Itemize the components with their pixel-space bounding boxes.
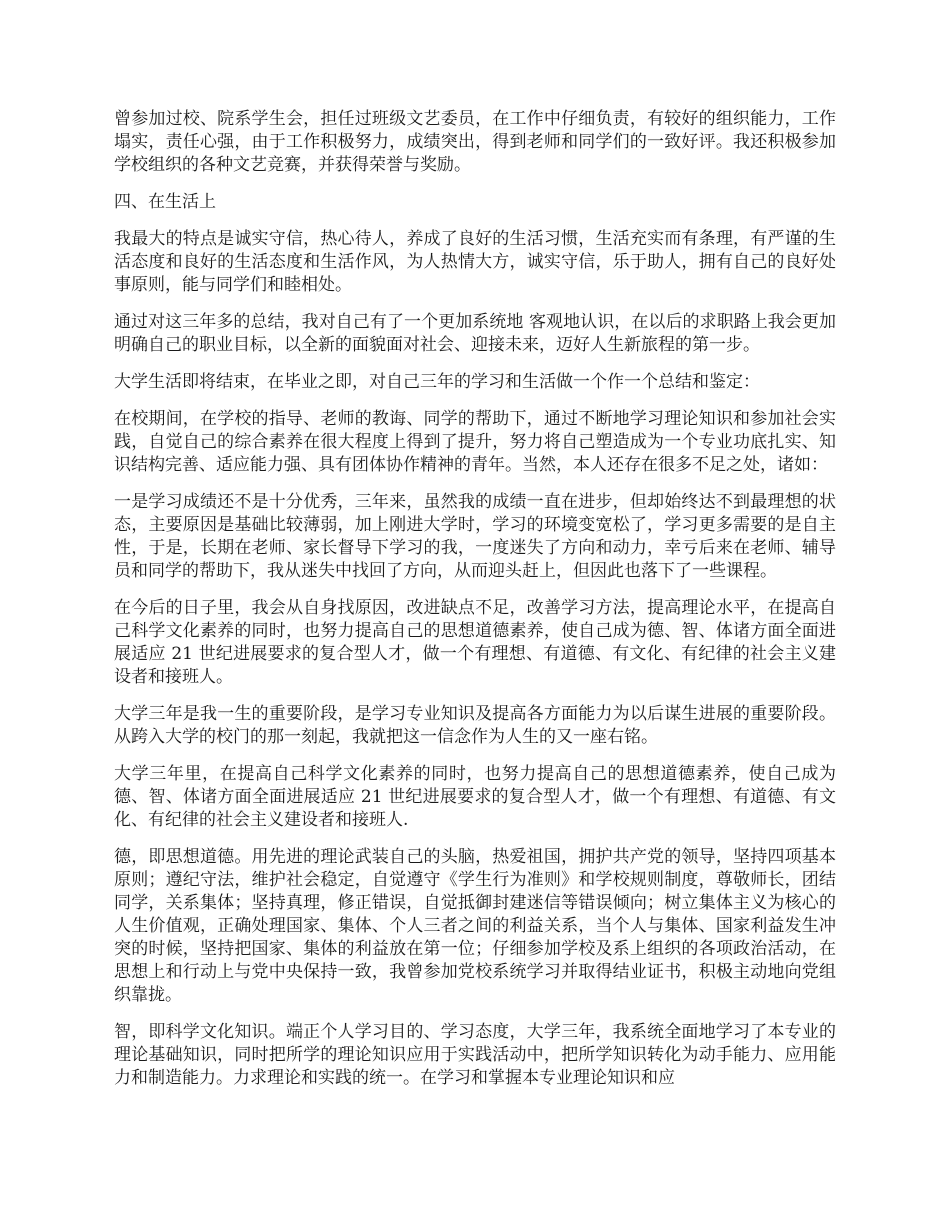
paragraph-future-plans: 在今后的日子里，我会从自身找原因，改进缺点不足，改善学习方法，提高理论水平，在提高自己科学文化素养的同时，也努力提高自己的思想道德素养，使自己成为德、智、体诸方面全面进展适应 21 世纪进展要求的复合型人才，做一个有理想、有道德、有文化、有纪律的社会主义建设者和接班人。 (114, 598, 836, 687)
document-body (114, 108, 836, 1104)
paragraph-morality: 德，即思想道德。用先进的理论武装自己的头脑，热爱祖国，拥护共产党的领导，坚持四项基本原则；遵纪守法，维护社会稳定，自觉遵守《学生行为准则》和学校规则制度，尊敬师长，团结同学，关系集体；坚持真理，修正错误，自觉抵御封建迷信等错误倾向；树立集体主义为核心的人生价值观，正确处理国家、集体、个人三者之间的利益关系，当个人与集体、国家利益发生冲突的时候，坚持把国家、集体的利益放在第一位；仔细参加学校及系上组织的各项政治活动，在思想上和行动上与党中央保持一致，我曾参加党校系统学习并取得结业证书，积极主动地向党组织靠拢。 (114, 847, 836, 1005)
section-heading-life: 四、在生活上 (114, 192, 216, 212)
paragraph-honesty: 我最大的特点是诚实守信，热心待人，养成了良好的生活习惯，生活充实而有条理，有严谨的生活态度和良好的生活态度和生活作风，为人热情大方，诚实守信，乐于助人，拥有自己的良好处事原则，能与同学们和睦相处。 (114, 229, 836, 295)
paragraph-shortcomings: 一是学习成绩还不是十分优秀，三年来，虽然我的成绩一直在进步，但却始终达不到最理想的状态，主要原因是基础比较薄弱，加上刚进大学时，学习的环境变宽松了，学习更多需要的是自主性，于是，长期在老师、家长督导下学习的我，一度迷失了方向和动力，幸亏后来在老师、辅导员和同学的帮助下，我从迷失中找回了方向，从而迎头赶上，但因此也落下了一些课程。 (114, 492, 836, 581)
paragraph-three-years: 大学三年里，在提高自己科学文化素养的同时，也努力提高自己的思想道德素养，使自己成为德、智、体诸方面全面进展适应 21 世纪进展要求的复合型人才，做一个有理想、有道德、有文化、有纪律的社会主义建设者和接班人. (114, 764, 836, 830)
paragraph-summary: 通过对这三年多的总结，我对自己有了一个更加系统地 客观地认识，在以后的求职路上我会更加明确自己的职业目标，以全新的面貌面对社会、迎接未来，迈好人生新旅程的第一步。 (114, 312, 836, 355)
paragraph-knowledge: 智，即科学文化知识。端正个人学习目的、学习态度，大学三年，我系统全面地学习了本专业的理论基础知识，同时把所学的理论知识应用于实践活动中，把所学知识转化为动手能力、应用能力和制造能力。力求理论和实践的统一。在学习和掌握本专业理论知识和应 (114, 1022, 836, 1088)
paragraph-graduation-intro: 大学生活即将结束，在毕业之即，对自己三年的学习和生活做一个作一个总结和鉴定： (114, 372, 760, 392)
paragraph-important-stage: 大学三年是我一生的重要阶段，是学习专业知识及提高各方面能力为以后谋生进展的重要阶段。从跨入大学的校门的那一刻起，我就把这一信念作为人生的又一座右铭。 (114, 704, 836, 747)
paragraph-school-period: 在校期间，在学校的指导、老师的教诲、同学的帮助下，通过不断地学习理论知识和参加社会实践，自觉自己的综合素养在很大程度上得到了提升，努力将自己塑造成为一个专业功底扎实、知识结构完善、适应能力强、具有团体协作精神的青年。当然，本人还存在很多不足之处，诸如： (114, 409, 836, 475)
paragraph-student-union: 曾参加过校、院系学生会，担任过班级文艺委员，在工作中仔细负责，有较好的组织能力，工作塌实，责任心强，由于工作积极努力，成绩突出，得到老师和同学们的一致好评。我还积极参加学校组织的各种文艺竞赛，并获得荣誉与奖励。 (114, 109, 836, 175)
